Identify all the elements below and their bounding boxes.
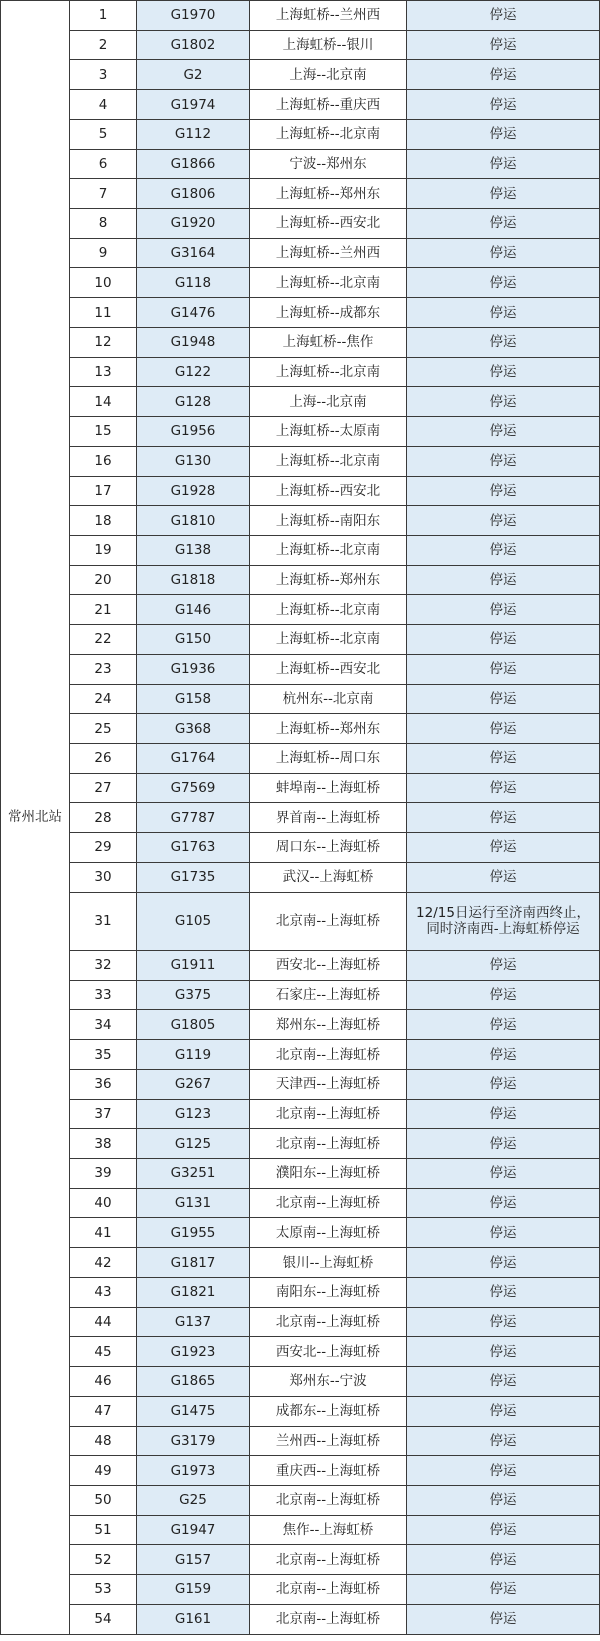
table-row: [1, 30, 600, 60]
table-row: [1, 1248, 600, 1278]
status-cell: 停运: [407, 327, 600, 357]
row-number-cell: 29: [70, 833, 137, 863]
route-cell: 上海虹桥--北京南: [250, 446, 407, 476]
route-cell: 上海--北京南: [250, 387, 407, 417]
table-row: [1, 1069, 600, 1099]
row-number-cell: 15: [70, 417, 137, 447]
route-cell: 重庆西--上海虹桥: [250, 1456, 407, 1486]
row-number-cell: 5: [70, 119, 137, 149]
table-row: [1, 1129, 600, 1159]
status-cell: 停运: [407, 1099, 600, 1129]
route-cell: 上海虹桥--郑州东: [250, 179, 407, 209]
train-number-cell: G1948: [137, 327, 250, 357]
table-row: [1, 1099, 600, 1129]
table-row: [1, 179, 600, 209]
train-number-cell: G1805: [137, 1010, 250, 1040]
table-row: [1, 1277, 600, 1307]
table-row: [1, 773, 600, 803]
table-body: [1, 1, 600, 1635]
status-cell: 停运: [407, 654, 600, 684]
row-number-cell: 47: [70, 1396, 137, 1426]
train-number-cell: G267: [137, 1069, 250, 1099]
train-number-cell: G1974: [137, 90, 250, 120]
table-row: [1, 1515, 600, 1545]
row-number-cell: 43: [70, 1277, 137, 1307]
status-cell: 停运: [407, 30, 600, 60]
row-number-cell: 6: [70, 149, 137, 179]
route-cell: 北京南--上海虹桥: [250, 1575, 407, 1605]
row-number-cell: 18: [70, 506, 137, 536]
train-number-cell: G3179: [137, 1426, 250, 1456]
row-number-cell: 3: [70, 60, 137, 90]
train-number-cell: G1928: [137, 476, 250, 506]
train-number-cell: G1970: [137, 1, 250, 31]
train-number-cell: G1806: [137, 179, 250, 209]
route-cell: 上海虹桥--西安北: [250, 654, 407, 684]
status-cell: 停运: [407, 1069, 600, 1099]
route-cell: 兰州西--上海虹桥: [250, 1426, 407, 1456]
row-number-cell: 7: [70, 179, 137, 209]
route-cell: 上海虹桥--北京南: [250, 119, 407, 149]
row-number-cell: 26: [70, 743, 137, 773]
train-number-cell: G1936: [137, 654, 250, 684]
route-cell: 郑州东--宁波: [250, 1367, 407, 1397]
status-cell: 12/15日运行至济南西终止，同时济南西-上海虹桥停运: [407, 892, 600, 950]
route-cell: 成都东--上海虹桥: [250, 1396, 407, 1426]
train-number-cell: G150: [137, 625, 250, 655]
status-cell: 停运: [407, 476, 600, 506]
route-cell: 北京南--上海虹桥: [250, 1604, 407, 1634]
train-number-cell: G138: [137, 535, 250, 565]
row-number-cell: 46: [70, 1367, 137, 1397]
row-number-cell: 42: [70, 1248, 137, 1278]
train-number-cell: G1475: [137, 1396, 250, 1426]
route-cell: 周口东--上海虹桥: [250, 833, 407, 863]
row-number-cell: 28: [70, 803, 137, 833]
route-cell: 宁波--郑州东: [250, 149, 407, 179]
train-number-cell: G2: [137, 60, 250, 90]
row-number-cell: 51: [70, 1515, 137, 1545]
table-row: [1, 1367, 600, 1397]
station-name-cell: 常州北站: [1, 1, 70, 1635]
route-cell: 上海虹桥--焦作: [250, 327, 407, 357]
route-cell: 北京南--上海虹桥: [250, 1485, 407, 1515]
status-cell: 停运: [407, 1545, 600, 1575]
row-number-cell: 38: [70, 1129, 137, 1159]
status-cell: 停运: [407, 506, 600, 536]
train-number-cell: G1955: [137, 1218, 250, 1248]
train-number-cell: G375: [137, 980, 250, 1010]
route-cell: 上海虹桥--兰州西: [250, 1, 407, 31]
row-number-cell: 22: [70, 625, 137, 655]
table-row: [1, 833, 600, 863]
table-row: [1, 595, 600, 625]
route-cell: 上海虹桥--重庆西: [250, 90, 407, 120]
table-row: [1, 803, 600, 833]
train-number-cell: G7569: [137, 773, 250, 803]
table-row: [1, 446, 600, 476]
train-number-cell: G123: [137, 1099, 250, 1129]
row-number-cell: 25: [70, 714, 137, 744]
status-cell: 停运: [407, 1337, 600, 1367]
route-cell: 北京南--上海虹桥: [250, 1188, 407, 1218]
status-cell: 停运: [407, 1, 600, 31]
table-row: [1, 387, 600, 417]
route-cell: 上海虹桥--银川: [250, 30, 407, 60]
status-cell: 停运: [407, 149, 600, 179]
status-cell: 停运: [407, 1575, 600, 1605]
row-number-cell: 10: [70, 268, 137, 298]
route-cell: 焦作--上海虹桥: [250, 1515, 407, 1545]
table-row: [1, 1218, 600, 1248]
status-cell: 停运: [407, 625, 600, 655]
table-row: [1, 327, 600, 357]
row-number-cell: 21: [70, 595, 137, 625]
row-number-cell: 45: [70, 1337, 137, 1367]
route-cell: 上海虹桥--北京南: [250, 268, 407, 298]
train-number-cell: G146: [137, 595, 250, 625]
route-cell: 上海--北京南: [250, 60, 407, 90]
status-cell: 停运: [407, 446, 600, 476]
route-cell: 武汉--上海虹桥: [250, 862, 407, 892]
row-number-cell: 9: [70, 238, 137, 268]
route-cell: 蚌埠南--上海虹桥: [250, 773, 407, 803]
row-number-cell: 35: [70, 1040, 137, 1070]
route-cell: 天津西--上海虹桥: [250, 1069, 407, 1099]
route-cell: 上海虹桥--郑州东: [250, 714, 407, 744]
route-cell: 濮阳东--上海虹桥: [250, 1159, 407, 1189]
train-number-cell: G25: [137, 1485, 250, 1515]
row-number-cell: 49: [70, 1456, 137, 1486]
row-number-cell: 20: [70, 565, 137, 595]
train-number-cell: G128: [137, 387, 250, 417]
route-cell: 杭州东--北京南: [250, 684, 407, 714]
row-number-cell: 17: [70, 476, 137, 506]
route-cell: 上海虹桥--北京南: [250, 357, 407, 387]
row-number-cell: 36: [70, 1069, 137, 1099]
route-cell: 北京南--上海虹桥: [250, 1099, 407, 1129]
row-number-cell: 16: [70, 446, 137, 476]
train-number-cell: G157: [137, 1545, 250, 1575]
route-cell: 上海虹桥--太原南: [250, 417, 407, 447]
table-row: [1, 357, 600, 387]
route-cell: 北京南--上海虹桥: [250, 1307, 407, 1337]
train-number-cell: G122: [137, 357, 250, 387]
row-number-cell: 12: [70, 327, 137, 357]
status-cell: 停运: [407, 238, 600, 268]
table-row: [1, 535, 600, 565]
route-cell: 上海虹桥--北京南: [250, 595, 407, 625]
status-cell: 停运: [407, 1515, 600, 1545]
table-row: [1, 60, 600, 90]
status-cell: 停运: [407, 743, 600, 773]
train-number-cell: G3164: [137, 238, 250, 268]
status-cell: 停运: [407, 298, 600, 328]
table-row: [1, 1010, 600, 1040]
train-number-cell: G112: [137, 119, 250, 149]
row-number-cell: 53: [70, 1575, 137, 1605]
route-cell: 界首南--上海虹桥: [250, 803, 407, 833]
route-cell: 上海虹桥--兰州西: [250, 238, 407, 268]
status-cell: 停运: [407, 357, 600, 387]
status-cell: 停运: [407, 387, 600, 417]
train-number-cell: G3251: [137, 1159, 250, 1189]
table-row: [1, 90, 600, 120]
status-cell: 停运: [407, 951, 600, 981]
table-row: [1, 1456, 600, 1486]
train-number-cell: G130: [137, 446, 250, 476]
row-number-cell: 1: [70, 1, 137, 31]
status-cell: 停运: [407, 862, 600, 892]
train-number-cell: G131: [137, 1188, 250, 1218]
train-number-cell: G1973: [137, 1456, 250, 1486]
route-cell: 太原南--上海虹桥: [250, 1218, 407, 1248]
train-number-cell: G1865: [137, 1367, 250, 1397]
route-cell: 上海虹桥--南阳东: [250, 506, 407, 536]
row-number-cell: 13: [70, 357, 137, 387]
row-number-cell: 24: [70, 684, 137, 714]
table-row: [1, 1337, 600, 1367]
row-number-cell: 44: [70, 1307, 137, 1337]
status-cell: 停运: [407, 119, 600, 149]
train-number-cell: G161: [137, 1604, 250, 1634]
table-row: [1, 1396, 600, 1426]
route-cell: 南阳东--上海虹桥: [250, 1277, 407, 1307]
row-number-cell: 4: [70, 90, 137, 120]
route-cell: 北京南--上海虹桥: [250, 892, 407, 950]
train-number-cell: G1866: [137, 149, 250, 179]
status-cell: 停运: [407, 803, 600, 833]
route-cell: 北京南--上海虹桥: [250, 1129, 407, 1159]
route-cell: 北京南--上海虹桥: [250, 1040, 407, 1070]
status-cell: 停运: [407, 268, 600, 298]
table-row: [1, 1485, 600, 1515]
row-number-cell: 40: [70, 1188, 137, 1218]
row-number-cell: 37: [70, 1099, 137, 1129]
table-row: [1, 1575, 600, 1605]
table-row: [1, 417, 600, 447]
table-row: [1, 238, 600, 268]
table-row: [1, 268, 600, 298]
train-number-cell: G118: [137, 268, 250, 298]
status-cell: 停运: [407, 1485, 600, 1515]
row-number-cell: 39: [70, 1159, 137, 1189]
train-number-cell: G1818: [137, 565, 250, 595]
status-cell: 停运: [407, 417, 600, 447]
table-row: [1, 980, 600, 1010]
status-cell: 停运: [407, 179, 600, 209]
row-number-cell: 50: [70, 1485, 137, 1515]
status-cell: 停运: [407, 1218, 600, 1248]
row-number-cell: 33: [70, 980, 137, 1010]
status-cell: 停运: [407, 1426, 600, 1456]
table-row: [1, 149, 600, 179]
row-number-cell: 11: [70, 298, 137, 328]
row-number-cell: 23: [70, 654, 137, 684]
route-cell: 上海虹桥--西安北: [250, 476, 407, 506]
status-cell: 停运: [407, 714, 600, 744]
status-cell: 停运: [407, 1129, 600, 1159]
route-cell: 银川--上海虹桥: [250, 1248, 407, 1278]
row-number-cell: 14: [70, 387, 137, 417]
status-cell: 停运: [407, 1277, 600, 1307]
table-row: [1, 684, 600, 714]
table-row: [1, 1188, 600, 1218]
status-cell: 停运: [407, 1367, 600, 1397]
table-row: [1, 743, 600, 773]
row-number-cell: 31: [70, 892, 137, 950]
table-row: [1, 209, 600, 239]
status-cell: 停运: [407, 1010, 600, 1040]
route-cell: 上海虹桥--郑州东: [250, 565, 407, 595]
status-cell: 停运: [407, 1456, 600, 1486]
row-number-cell: 2: [70, 30, 137, 60]
row-number-cell: 34: [70, 1010, 137, 1040]
route-cell: 郑州东--上海虹桥: [250, 1010, 407, 1040]
table-row: [1, 298, 600, 328]
train-number-cell: G137: [137, 1307, 250, 1337]
table-row: [1, 1426, 600, 1456]
train-number-cell: G1817: [137, 1248, 250, 1278]
train-number-cell: G1947: [137, 1515, 250, 1545]
row-number-cell: 52: [70, 1545, 137, 1575]
route-cell: 上海虹桥--西安北: [250, 209, 407, 239]
status-cell: 停运: [407, 1159, 600, 1189]
train-number-cell: G368: [137, 714, 250, 744]
table-row: [1, 119, 600, 149]
route-cell: 上海虹桥--北京南: [250, 625, 407, 655]
table-row: [1, 565, 600, 595]
status-cell: 停运: [407, 684, 600, 714]
train-number-cell: G159: [137, 1575, 250, 1605]
table-row: [1, 625, 600, 655]
status-cell: 停运: [407, 595, 600, 625]
train-number-cell: G1763: [137, 833, 250, 863]
route-cell: 上海虹桥--成都东: [250, 298, 407, 328]
train-number-cell: G1923: [137, 1337, 250, 1367]
status-cell: 停运: [407, 833, 600, 863]
table-row: [1, 1, 600, 31]
table-row: [1, 892, 600, 950]
row-number-cell: 27: [70, 773, 137, 803]
status-cell: 停运: [407, 1040, 600, 1070]
table-row: [1, 951, 600, 981]
train-number-cell: G1821: [137, 1277, 250, 1307]
table-row: [1, 862, 600, 892]
status-cell: 停运: [407, 565, 600, 595]
table-row: [1, 714, 600, 744]
status-cell: 停运: [407, 980, 600, 1010]
table-row: [1, 1604, 600, 1634]
route-cell: 石家庄--上海虹桥: [250, 980, 407, 1010]
row-number-cell: 30: [70, 862, 137, 892]
train-number-cell: G105: [137, 892, 250, 950]
train-number-cell: G1911: [137, 951, 250, 981]
row-number-cell: 19: [70, 535, 137, 565]
train-number-cell: G1735: [137, 862, 250, 892]
route-cell: 上海虹桥--周口东: [250, 743, 407, 773]
train-number-cell: G7787: [137, 803, 250, 833]
table-row: [1, 476, 600, 506]
train-number-cell: G1920: [137, 209, 250, 239]
status-cell: 停运: [407, 1396, 600, 1426]
table-row: [1, 1159, 600, 1189]
row-number-cell: 48: [70, 1426, 137, 1456]
train-number-cell: G1810: [137, 506, 250, 536]
row-number-cell: 8: [70, 209, 137, 239]
train-number-cell: G125: [137, 1129, 250, 1159]
table-row: [1, 1307, 600, 1337]
route-cell: 北京南--上海虹桥: [250, 1545, 407, 1575]
table-row: [1, 506, 600, 536]
train-number-cell: G1956: [137, 417, 250, 447]
train-number-cell: G1476: [137, 298, 250, 328]
table-row: [1, 1040, 600, 1070]
table-row: [1, 654, 600, 684]
status-cell: 停运: [407, 1248, 600, 1278]
status-cell: 停运: [407, 90, 600, 120]
status-cell: 停运: [407, 535, 600, 565]
train-number-cell: G1764: [137, 743, 250, 773]
route-cell: 西安北--上海虹桥: [250, 951, 407, 981]
train-number-cell: G119: [137, 1040, 250, 1070]
table-row: [1, 1545, 600, 1575]
status-cell: 停运: [407, 60, 600, 90]
train-number-cell: G1802: [137, 30, 250, 60]
status-cell: 停运: [407, 1188, 600, 1218]
route-cell: 西安北--上海虹桥: [250, 1337, 407, 1367]
status-cell: 停运: [407, 1604, 600, 1634]
route-cell: 上海虹桥--北京南: [250, 535, 407, 565]
row-number-cell: 41: [70, 1218, 137, 1248]
row-number-cell: 32: [70, 951, 137, 981]
row-number-cell: 54: [70, 1604, 137, 1634]
status-cell: 停运: [407, 1307, 600, 1337]
status-cell: 停运: [407, 209, 600, 239]
train-number-cell: G158: [137, 684, 250, 714]
status-cell: 停运: [407, 773, 600, 803]
